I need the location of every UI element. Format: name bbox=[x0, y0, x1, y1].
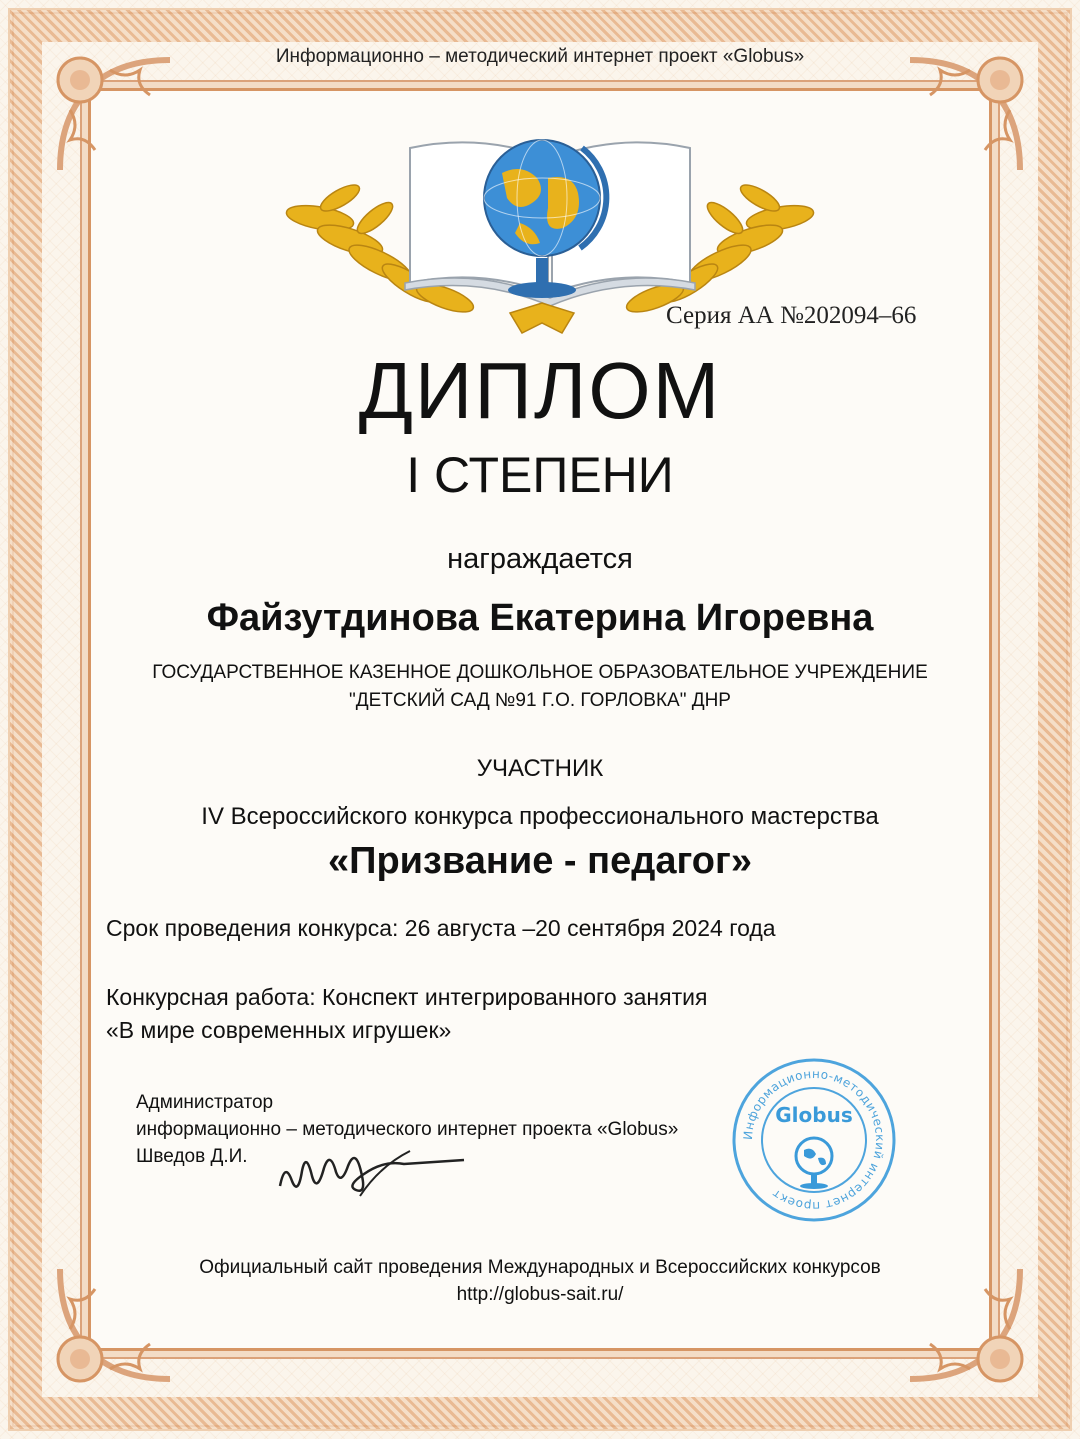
contest-period: Срок проведения конкурса: 26 августа –20 сентября 2024 года bbox=[106, 915, 776, 941]
contest-work-line-1: Конкурсная работа: Конспект интегрированного занятия bbox=[106, 984, 708, 1010]
awarded-text: награждается bbox=[447, 543, 633, 575]
signatory-title: Администратор bbox=[136, 1092, 274, 1113]
globus-stamp-icon bbox=[730, 1056, 898, 1224]
footer-url[interactable]: http://globus-sait.ru/ bbox=[456, 1284, 624, 1305]
organization-line-2: "ДЕТСКИЙ САД №91 Г.О. ГОРЛОВКА" ДНР bbox=[349, 690, 731, 711]
signatory-name: Шведов Д.И. bbox=[136, 1146, 248, 1167]
contest-work-line-2: «В мире современных игрушек» bbox=[106, 1017, 452, 1043]
signature-icon bbox=[270, 1136, 470, 1206]
stamp-ring-text: Информационно-методический интернет проект bbox=[740, 1066, 888, 1214]
project-header: Информационно – методический интернет проект «Globus» bbox=[275, 46, 805, 67]
participant-role: УЧАСТНИК bbox=[476, 755, 604, 782]
diploma-title: ДИПЛОМ bbox=[358, 346, 722, 435]
diploma-degree: I СТЕПЕНИ bbox=[406, 447, 674, 503]
contest-description: IV Всероссийского конкурса профессионального мастерства bbox=[201, 803, 879, 830]
organization-line-1: ГОСУДАРСТВЕННОЕ КАЗЕННОЕ ДОШКОЛЬНОЕ ОБРАЗОВАТЕЛЬНОЕ УЧРЕЖДЕНИЕ bbox=[152, 662, 928, 683]
recipient-name: Файзутдинова Екатерина Игоревна bbox=[206, 597, 874, 639]
contest-name: «Призвание - педагог» bbox=[328, 840, 752, 882]
series-number: Серия АА №202094–66 bbox=[666, 302, 917, 329]
stamp-center-text: Globus bbox=[775, 1103, 853, 1127]
signatory-organization: информационно – методического интернет проекта «Globus» bbox=[136, 1119, 679, 1140]
footer-text: Официальный сайт проведения Международных и Всероссийских конкурсов bbox=[199, 1257, 881, 1278]
